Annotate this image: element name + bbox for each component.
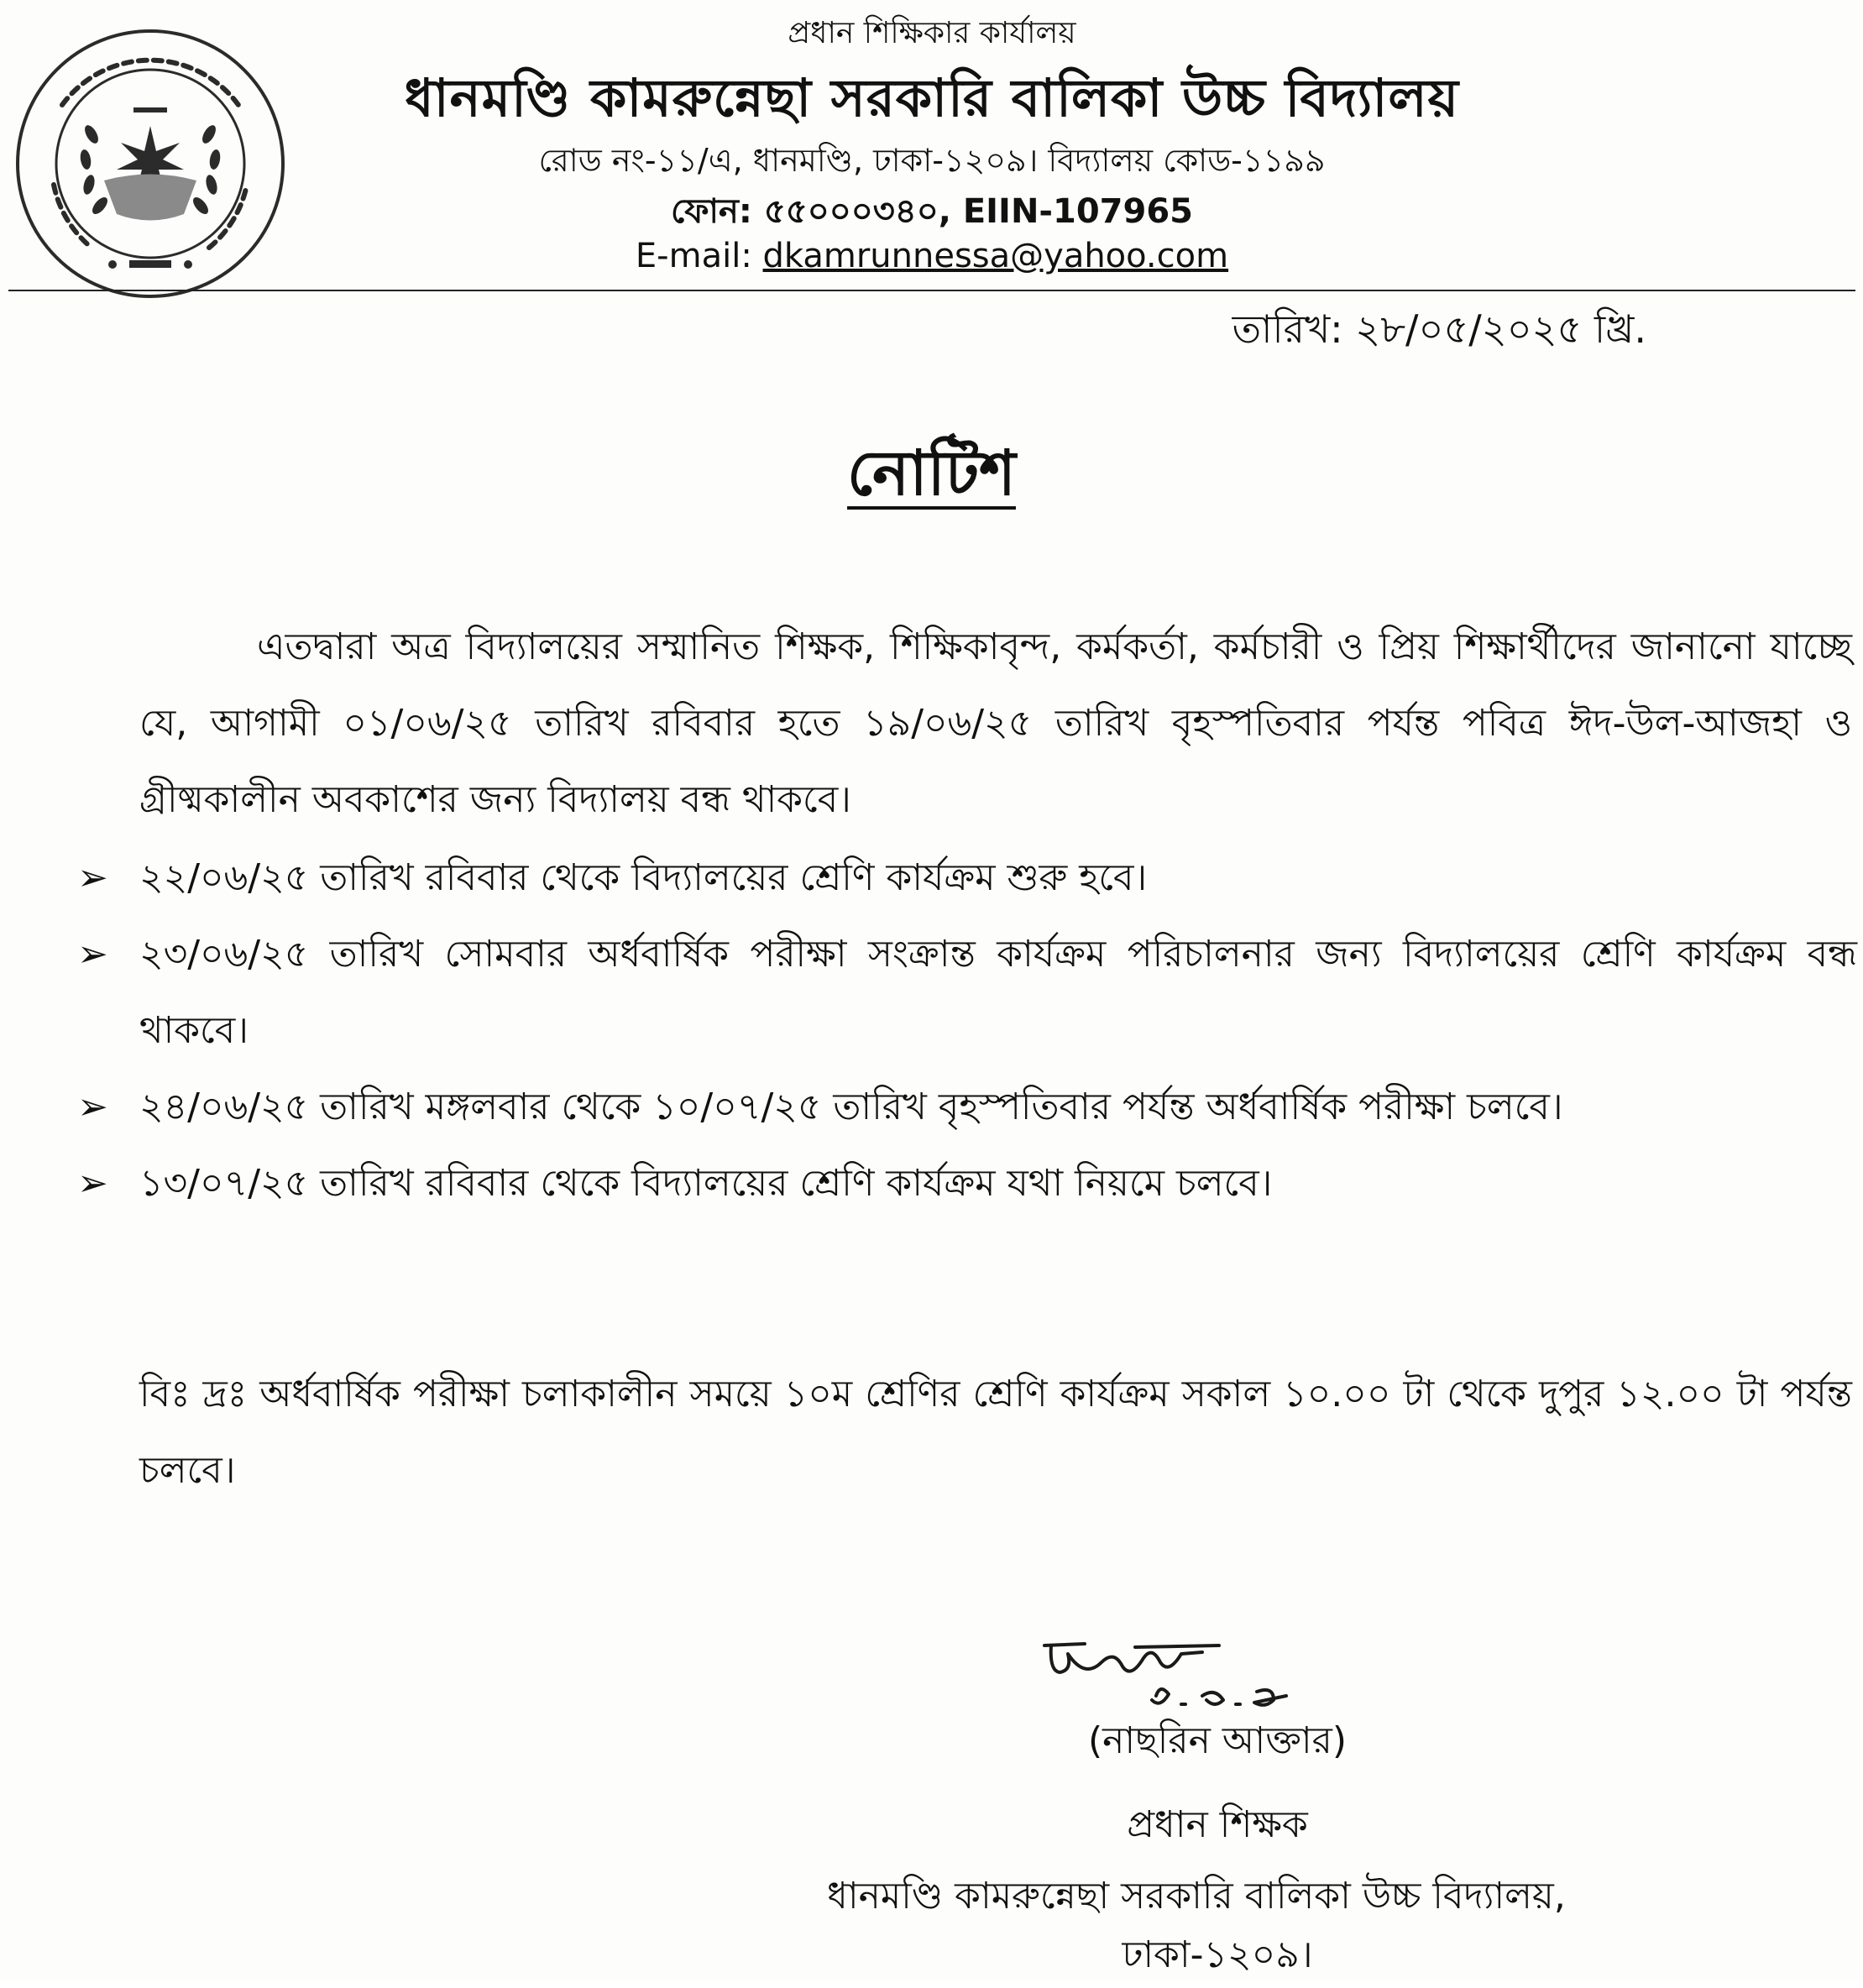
postscript-note: বিঃ দ্রঃ অর্ধবার্ষিক পরীক্ষা চলাকালীন সময়ে ১০ম শ্রেণির শ্রেণি কার্যক্রম সকাল ১০.০০ টা থেকে দুপুর ১২.০০ টা পর্যন্ত চলবে। — [139, 1373, 1852, 1492]
list-item-text: ২৩/০৬/২৫ তারিখ সোমবার অর্ধবার্ষিক পরীক্ষা সংক্রান্ত কার্যক্রম পরিচালনার জন্য বিদ্যালয়ের শ্রেণি কার্যক্রম বন্ধ থাকবে। — [139, 933, 1857, 1052]
schedule-list — [77, 840, 1857, 1222]
list-item — [77, 840, 1857, 916]
signatory-name: (নাছরিন আক্তার) — [1087, 1719, 1348, 1762]
email-link[interactable]: dkamrunnessa@yahoo.com — [762, 237, 1229, 275]
list-item — [77, 1069, 1857, 1145]
notice-heading — [0, 426, 1863, 530]
list-item-text: ২৪/০৬/২৫ তারিখ মঙ্গলবার থেকে ১০/০৭/২৫ তারিখ বৃহস্পতিবার পর্যন্ত অর্ধবার্ষিক পরীক্ষা চলবে। — [139, 1086, 1563, 1128]
handwritten-signature — [1034, 1629, 1404, 1721]
list-item-text: ২২/০৬/২৫ তারিখ রবিবার থেকে বিদ্যালয়ের শ্রেণি কার্যক্রম শুরু হবে। — [139, 856, 1148, 899]
intro-paragraph: এতদ্বারা অত্র বিদ্যালয়ের সম্মানিত শিক্ষক, শিক্ষিকাবৃন্দ, কর্মকর্তা, কর্মচারী ও প্রিয় শিক্ষার্থীদের জানানো যাচ্ছে যে, আগামী ০১/০৬/২৫ তারিখ রবিবার হতে ১৯/০৬/২৫ তারিখ বৃহস্পতিবার পর্যন্ত পবিত্র ঈদ-উল-আজহা ও গ্রীষ্মকালীন অবকাশের জন্য বিদ্যালয় বন্ধ থাকবে। — [139, 625, 1852, 821]
arrow-bullet-icon: ➢ — [77, 856, 108, 899]
arrow-bullet-icon: ➢ — [77, 1086, 108, 1128]
notice-date: তারিখ: ২৮/০৫/২০২৫ খ্রি. — [1232, 306, 1646, 352]
list-item-text: ১৩/০৭/২৫ তারিখ রবিবার থেকে বিদ্যালয়ের শ্রেণি কার্যক্রম যথা নিয়মে চলবে। — [139, 1162, 1273, 1205]
email-line — [336, 237, 1528, 275]
school-address: রোড নং-১১/এ, ধানমণ্ডি, ঢাকা-১২০৯। বিদ্যালয় কোড-১১৯৯ — [538, 142, 1326, 179]
signatory-city: ঢাকা-১২০৯। — [1122, 1933, 1313, 1976]
email-label: E-mail: — [635, 237, 752, 275]
notice-heading-text: নোটিশ — [847, 437, 1016, 510]
list-item — [77, 1145, 1857, 1222]
header-divider — [8, 290, 1855, 291]
office-title: প্রধান শিক্ষিকার কার্যালয় — [788, 16, 1076, 50]
arrow-bullet-icon: ➢ — [77, 1162, 108, 1205]
phone-eiin: ফোন: ৫৫০০০৩৪০, EIIN-107965 — [670, 192, 1194, 231]
arrow-bullet-icon: ➢ — [77, 933, 108, 976]
school-name: ধানমণ্ডি কামরুন্নেছা সরকারি বালিকা উচ্চ বিদ্যালয় — [404, 67, 1460, 128]
signatory-title: প্রধান শিক্ষক — [1127, 1803, 1308, 1846]
signatory-school: ধানমণ্ডি কামরুন্নেছা সরকারি বালিকা উচ্চ বিদ্যালয়, — [827, 1875, 1566, 1917]
school-seal-logo — [12, 25, 289, 302]
list-item — [77, 916, 1857, 1069]
